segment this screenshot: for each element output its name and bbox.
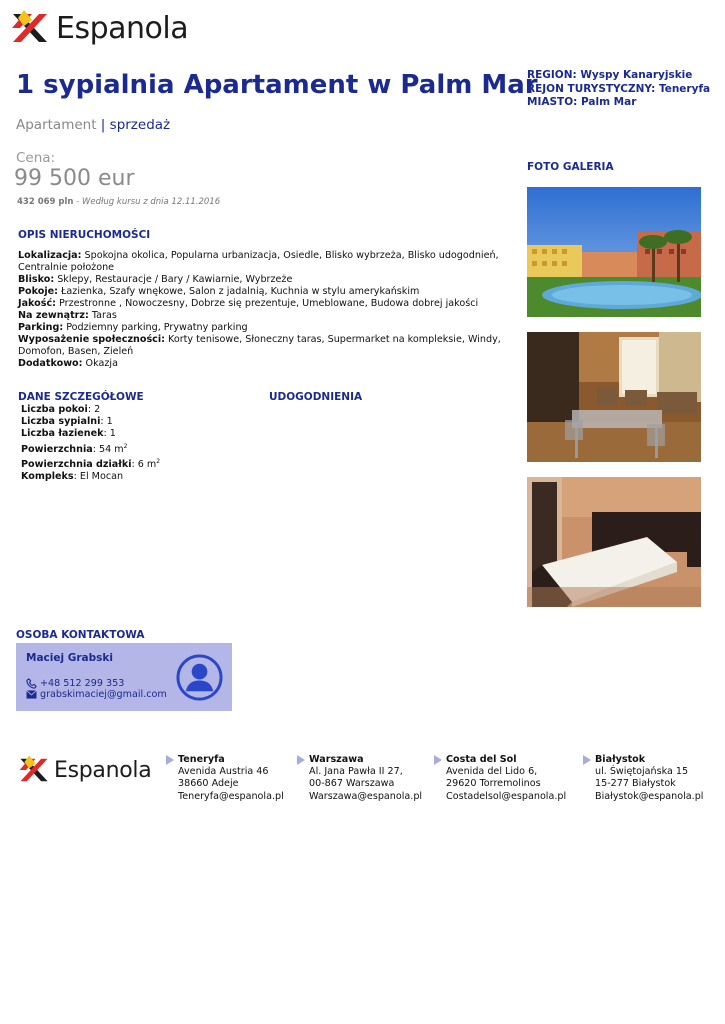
price-pln-value: 432 069 pln [17,197,74,207]
city-line: MIASTO: Palm Mar [527,96,637,108]
phone-icon [26,678,37,689]
contact-name: Maciej Grabski [26,652,113,664]
description-label: Parking: [18,322,64,333]
unit-superscript: 2 [156,458,161,465]
details-value: : 1 [103,428,116,440]
office-email[interactable]: Warszawa@espanola.pl [309,790,423,802]
office-name: Costa del Sol [446,754,517,765]
details-row [21,441,160,456]
description-row [18,298,508,310]
espanola-logo-mark-icon [18,754,50,786]
description-value: Spokojna okolica, Popularna urbanizacja, Osiedle, Blisko wybrzeża, Blisko udogodnień, Centralnie położone [18,250,499,273]
description-row [18,334,508,358]
page-title: 1 sypialnia Apartament w Palm Mar [16,70,538,100]
unit-superscript: 2 [123,442,128,450]
description-value: Sklepy, Restauracje / Bary / Kawiarnie, Wybrzeże [54,274,293,285]
details-value: : 1 [100,416,113,428]
contact-phone-number[interactable]: +48 512 299 353 [40,678,125,689]
espanola-logo-mark-icon [10,8,50,48]
office-email[interactable]: Costadelsol@espanola.pl [446,790,567,802]
office-address-line2: 29620 Torremolinos [446,778,541,790]
office-bialystok [595,754,703,803]
listing-subtitle [16,117,170,133]
office-costa-del-sol [446,754,566,803]
details-value: : El Mocan [73,471,124,483]
description-label: Na zewnątrz: [18,310,89,321]
logo-wordmark: Espanola [56,10,189,46]
gallery-heading: FOTO GALERIA [527,161,614,173]
description-row [18,358,508,370]
region-line: REGION: Wyspy Kanaryjskie [527,69,693,81]
details-row [21,404,160,416]
office-email[interactable]: Białystok@espanola.pl [595,790,704,802]
gallery-photo-bedroom[interactable] [527,477,701,607]
office-address-line1: Avenida del Lido 6, [446,766,538,778]
details-label: Liczba łazienek [21,428,104,440]
details-row [21,416,160,428]
contact-card [16,643,232,711]
details-row [21,471,160,483]
details-row [21,456,160,471]
triangle-right-icon [166,755,174,765]
tourist-region-line: REJON TURYSTYCZNY: Teneryfa [527,82,711,95]
office-email[interactable]: Teneryfa@espanola.pl [178,790,284,802]
contact-phone[interactable] [26,678,124,689]
office-name: Warszawa [309,754,364,765]
description-label: Dodatkowo: [18,358,83,369]
details-value: : 54 m [92,443,124,455]
email-icon [26,690,37,699]
triangle-right-icon [583,755,591,765]
description-label: Jakość: [18,298,56,309]
details-row [21,428,160,440]
office-name: Białystok [595,754,646,765]
office-address-line1: Avenida Austria 46 [178,766,269,778]
description-heading: OPIS NIERUCHOMOŚCI [18,229,151,241]
details-label: Liczba pokoi [21,404,88,415]
description-row [18,274,508,286]
logo-header[interactable] [10,8,188,48]
subtitle-separator: | [100,117,106,133]
office-teneryfa [178,754,284,803]
details-label: Powierzchnia [21,443,93,455]
description-row [18,286,508,298]
logo-footer[interactable] [18,754,151,786]
contact-email-address[interactable]: grabskimaciej@gmail.com [40,689,167,700]
office-name: Teneryfa [178,754,225,765]
office-address-line1: Al. Jana Pawła II 27, [309,766,403,778]
details-label: Liczba sypialni [21,416,101,428]
price-value: 99 500 eur [14,166,135,191]
description-value: Korty tenisowe, Słoneczny taras, Supermarket na kompleksie, Windy, Domofon, Basen, Zieleń [18,334,501,357]
location-info [527,69,710,110]
details-label: Kompleks [21,471,74,483]
description-row [18,250,508,274]
contact-heading: OSOBA KONTAKTOWA [16,629,145,641]
price-pln [17,197,220,207]
logo-wordmark: Espanola [54,757,152,783]
office-address-line2: 15-277 Białystok [595,778,676,790]
triangle-right-icon [297,755,305,765]
description-value: Przestronne , Nowoczesny, Dobrze się prezentuje, Umeblowane, Budowa dobrej jakości [56,298,479,309]
details-list [21,404,160,484]
price-label: Cena: [16,150,56,166]
price-pln-note: - Według kursu z dnia 12.11.2016 [73,197,221,207]
details-value: : 2 [87,404,101,415]
details-value: : 6 m [131,459,157,471]
gallery-photo-pool[interactable] [527,187,701,317]
property-type: Apartament [16,117,97,133]
description-value: Podziemny parking, Prywatny parking [63,322,248,333]
details-label: Powierzchnia działki [21,459,132,471]
amenities-heading: UDOGODNIENIA [269,391,363,403]
description-row [18,310,508,322]
description-value: Okazja [82,358,118,369]
description-label: Blisko: [18,274,55,285]
offer-type: sprzedaż [109,117,171,133]
description-label: Lokalizacja: [18,250,82,261]
description-value: Taras [88,310,117,321]
description-list [18,250,508,370]
details-heading: DANE SZCZEGÓŁOWE [18,391,144,403]
description-label: Pokoje: [18,286,58,297]
contact-email[interactable] [26,689,167,700]
triangle-right-icon [434,755,442,765]
user-avatar-icon [176,654,223,701]
gallery-photo-living-room[interactable] [527,332,701,462]
description-value: Łazienka, Szafy wnękowe, Salon z jadalnią, Kuchnia w stylu amerykańskim [57,286,420,297]
office-address-line2: 38660 Adeje [178,778,239,790]
office-address-line1: ul. Świętojańska 15 [595,766,689,778]
description-row [18,322,508,334]
office-warszawa [309,754,422,803]
office-address-line2: 00-867 Warszawa [309,778,395,790]
description-label: Wyposażenie społeczności: [18,334,165,345]
